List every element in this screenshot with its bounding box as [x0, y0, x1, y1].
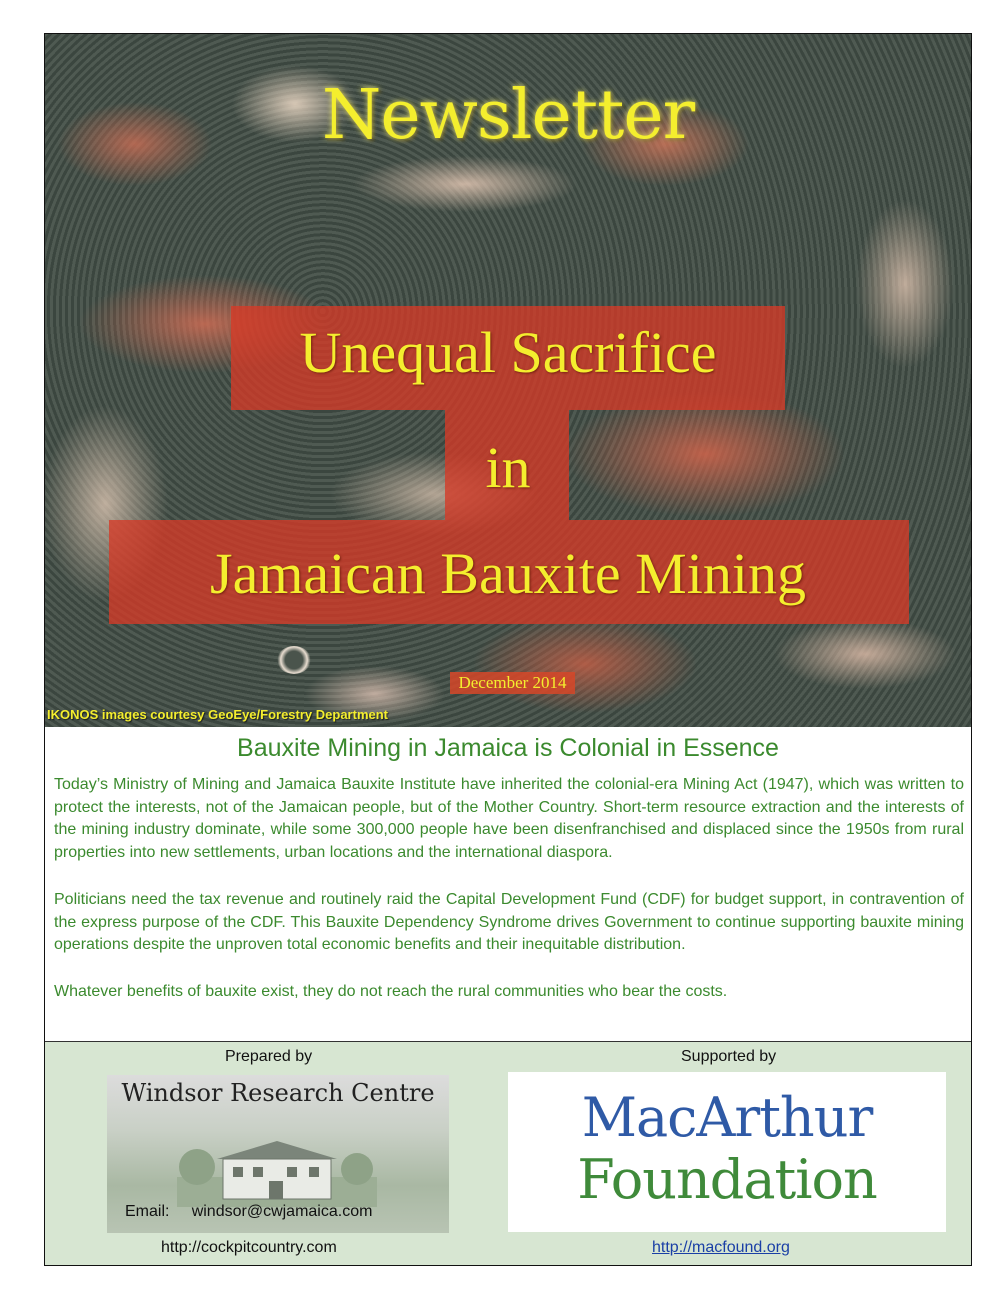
- article-heading: Bauxite Mining in Jamaica is Colonial in Essence: [237, 734, 779, 762]
- email-address[interactable]: windsor@cwjamaica.com: [191, 1203, 373, 1220]
- cockpitcountry-link[interactable]: http://cockpitcountry.com: [161, 1239, 337, 1256]
- title-line-3: Jamaican Bauxite Mining: [210, 541, 806, 606]
- windsor-name: Windsor Research Centre: [121, 1079, 435, 1107]
- email-line: [125, 1203, 372, 1221]
- newsletter-heading: Newsletter: [321, 76, 695, 155]
- sinkhole-feature: [277, 646, 311, 674]
- satellite-hero-image: [45, 34, 971, 727]
- macarthur-logo-panel: [508, 1072, 946, 1232]
- newsletter-page: [44, 33, 972, 1266]
- article-paragraph-2: Politicians need the tax revenue and routinely raid the Capital Development Fund (CDF) for budget support, in contravention of the express purpose of the CDF. This Bauxite Dependency Syndrome drives Government to continue supporting bauxite mining operations despite the unproven total economic benefits and their inequitable distribution.: [54, 891, 964, 953]
- title-line-1: Unequal Sacrifice: [299, 320, 717, 385]
- title-line-2: in: [485, 435, 531, 500]
- issue-date: December 2014: [450, 672, 575, 694]
- article-paragraph-1: Today’s Ministry of Mining and Jamaica Bauxite Institute have inherited the colonial-era Mining Act (1947), which was written to protect the interests, not of the Jamaican people, but of the Mother Country. Short-term resource extraction and the interests of the mining industry dominate, while some 300,000 people have been disenfranchised and displaced since the 1950s from rural properties into new settlements, urban locations and the international diaspora.: [54, 776, 964, 861]
- email-label: Email:: [125, 1203, 170, 1220]
- house-illustration: [177, 1137, 377, 1207]
- macarthur-logo-line1: MacArthur: [581, 1086, 873, 1149]
- footer: [45, 1041, 971, 1266]
- macarthur-logo-line2: Foundation: [577, 1148, 877, 1211]
- macfound-link[interactable]: http://macfound.org: [652, 1239, 790, 1256]
- prepared-by-label: Prepared by: [225, 1048, 313, 1065]
- article-paragraph-3: Whatever benefits of bauxite exist, they do not reach the rural communities who bear the costs.: [54, 983, 728, 1000]
- windsor-logo-panel: [107, 1075, 449, 1233]
- supported-by-label: Supported by: [681, 1048, 777, 1065]
- article-section: [45, 727, 971, 1042]
- image-credit: IKONOS images courtesy GeoEye/Forestry Department: [47, 707, 389, 722]
